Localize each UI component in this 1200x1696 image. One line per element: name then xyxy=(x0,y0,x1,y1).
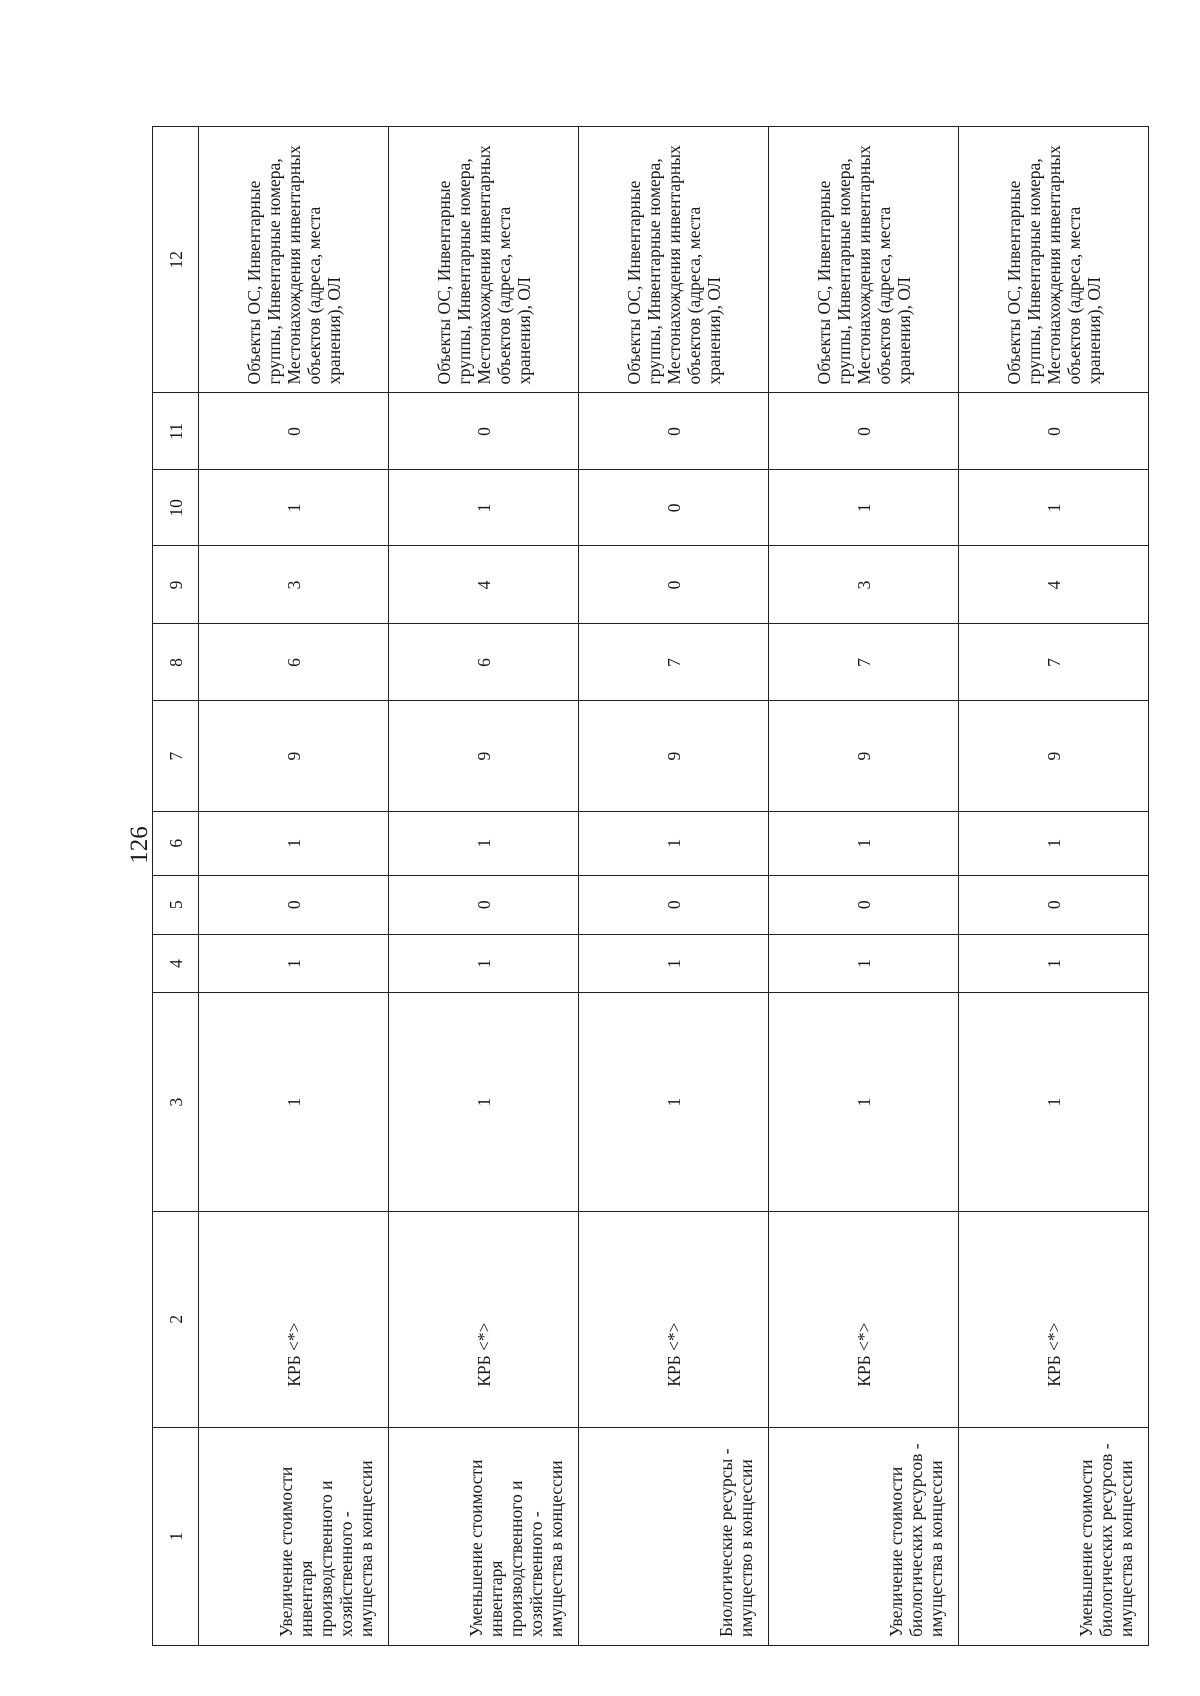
value-cell xyxy=(199,393,389,470)
table-row xyxy=(389,127,579,1646)
cell-text-c9: 3 xyxy=(853,580,874,590)
column-header: 1 xyxy=(153,1427,199,1645)
cell-text-c10: 1 xyxy=(1043,503,1064,513)
cell-text-c11: 0 xyxy=(283,427,304,436)
value-cell xyxy=(959,875,1149,934)
cell-text-c1: Уменьшение стоимости инвентаря производственного и хозяйственного - имущества в концессии xyxy=(466,1459,566,1637)
cell-text-c3: 1 xyxy=(473,1097,494,1107)
cell-text-c12: Объекты ОС, Инвентарные группы, Инвентарные номера, Местонахождения инвентарных объектов (адреса, места хранения), ОЛ xyxy=(433,145,534,385)
column-header: 8 xyxy=(153,624,199,701)
value-cell xyxy=(769,393,959,470)
value-cell xyxy=(199,875,389,934)
cell-text-c8: 7 xyxy=(663,658,684,667)
cell-text-c4: 1 xyxy=(1043,959,1064,968)
cell-text-c7: 9 xyxy=(1043,751,1064,761)
analytics-cell xyxy=(389,127,579,393)
cell-text-c1: Уменьшение стоимости биологических ресурсов - имущества в концессии xyxy=(1076,1443,1136,1637)
value-cell xyxy=(579,701,769,811)
account-name-cell xyxy=(199,1427,389,1645)
value-cell xyxy=(959,934,1149,993)
cell-text-c3: 1 xyxy=(1043,1097,1064,1107)
value-cell xyxy=(579,624,769,701)
cell-text-c6: 1 xyxy=(473,838,494,848)
cell-text-c5: 0 xyxy=(853,900,874,910)
value-cell xyxy=(769,875,959,934)
cell-text-c12: Объекты ОС, Инвентарные группы, Инвентарные номера, Местонахождения инвентарных объектов (адреса, места хранения), ОЛ xyxy=(1003,145,1104,385)
column-header: 4 xyxy=(153,934,199,993)
cell-text-c4: 1 xyxy=(853,959,874,968)
page-number: 126 xyxy=(126,826,153,864)
table-row xyxy=(579,127,769,1646)
kfo-cell xyxy=(579,1211,769,1427)
kfo-cell xyxy=(389,1211,579,1427)
value-cell xyxy=(959,393,1149,470)
cell-text-c9: 3 xyxy=(283,580,304,590)
value-cell xyxy=(579,875,769,934)
account-name-cell xyxy=(579,1427,769,1645)
cell-text-c1: Увеличение стоимости инвентаря производственного и хозяйственного - имущества в концессии xyxy=(276,1460,376,1637)
value-cell xyxy=(959,993,1149,1211)
value-cell xyxy=(769,993,959,1211)
cell-text-c6: 1 xyxy=(853,838,874,848)
cell-text-c4: 1 xyxy=(283,959,304,968)
value-cell xyxy=(389,993,579,1211)
cell-text-c5: 0 xyxy=(663,900,684,910)
cell-text-c8: 6 xyxy=(283,658,304,667)
value-cell xyxy=(769,624,959,701)
cell-text-c5: 0 xyxy=(1043,900,1064,910)
value-cell xyxy=(769,470,959,546)
column-header: 10 xyxy=(153,470,199,546)
value-cell xyxy=(389,701,579,811)
value-cell xyxy=(769,934,959,993)
cell-text-c12: Объекты ОС, Инвентарные группы, Инвентарные номера, Местонахождения инвентарных объектов (адреса, места хранения), ОЛ xyxy=(623,145,724,385)
cell-text-c3: 1 xyxy=(853,1097,874,1107)
value-cell xyxy=(199,624,389,701)
value-cell xyxy=(389,875,579,934)
cell-text-c7: 9 xyxy=(853,751,874,761)
cell-text-c7: 9 xyxy=(473,751,494,761)
kfo-cell xyxy=(199,1211,389,1427)
column-header: 9 xyxy=(153,546,199,624)
value-cell xyxy=(959,701,1149,811)
value-cell xyxy=(389,470,579,546)
cell-text-c10: 1 xyxy=(473,503,494,513)
cell-text-c8: 6 xyxy=(473,658,494,667)
cell-text-c2: КРБ <*> xyxy=(1043,1322,1064,1387)
cell-text-c2: КРБ <*> xyxy=(663,1322,684,1387)
analytics-cell xyxy=(199,127,389,393)
column-header: 7 xyxy=(153,701,199,811)
value-cell xyxy=(199,993,389,1211)
account-table xyxy=(152,126,1149,1646)
cell-text-c10: 1 xyxy=(283,503,304,513)
account-name-cell xyxy=(389,1427,579,1645)
cell-text-c12: Объекты ОС, Инвентарные группы, Инвентарные номера, Местонахождения инвентарных объектов (адреса, места хранения), ОЛ xyxy=(243,145,344,385)
rotated-table-frame xyxy=(152,126,1136,1646)
value-cell xyxy=(769,546,959,624)
column-header: 2 xyxy=(153,1211,199,1427)
header-row xyxy=(153,127,199,1646)
column-header: 6 xyxy=(153,811,199,875)
cell-text-c9: 4 xyxy=(473,580,494,590)
cell-text-c11: 0 xyxy=(663,427,684,436)
value-cell xyxy=(579,811,769,875)
cell-text-c2: КРБ <*> xyxy=(283,1322,304,1387)
cell-text-c11: 0 xyxy=(473,427,494,436)
value-cell xyxy=(389,811,579,875)
cell-text-c11: 0 xyxy=(853,427,874,436)
cell-text-c11: 0 xyxy=(1043,427,1064,436)
value-cell xyxy=(389,934,579,993)
cell-text-c6: 1 xyxy=(1043,838,1064,848)
cell-text-c7: 9 xyxy=(283,751,304,761)
cell-text-c8: 7 xyxy=(1043,658,1064,667)
value-cell xyxy=(389,393,579,470)
value-cell xyxy=(769,811,959,875)
cell-text-c3: 1 xyxy=(283,1097,304,1107)
value-cell xyxy=(199,811,389,875)
value-cell xyxy=(769,701,959,811)
cell-text-c5: 0 xyxy=(283,900,304,910)
cell-text-c2: КРБ <*> xyxy=(473,1322,494,1387)
account-table-container xyxy=(152,126,1136,1646)
cell-text-c7: 9 xyxy=(663,751,684,761)
cell-text-c2: КРБ <*> xyxy=(853,1322,874,1387)
value-cell xyxy=(579,934,769,993)
cell-text-c9: 4 xyxy=(1043,580,1064,590)
analytics-cell xyxy=(579,127,769,393)
cell-text-c5: 0 xyxy=(473,900,494,910)
cell-text-c10: 1 xyxy=(853,503,874,513)
value-cell xyxy=(579,546,769,624)
cell-text-c6: 1 xyxy=(283,838,304,848)
value-cell xyxy=(579,393,769,470)
cell-text-c10: 0 xyxy=(663,503,684,513)
cell-text-c4: 1 xyxy=(663,959,684,968)
value-cell xyxy=(959,811,1149,875)
analytics-cell xyxy=(769,127,959,393)
table-row xyxy=(959,127,1149,1646)
value-cell xyxy=(389,624,579,701)
column-header: 11 xyxy=(153,393,199,470)
cell-text-c9: 0 xyxy=(663,580,684,590)
cell-text-c6: 1 xyxy=(663,838,684,848)
table-row xyxy=(769,127,959,1646)
cell-text-c3: 1 xyxy=(663,1097,684,1107)
table-row xyxy=(199,127,389,1646)
value-cell xyxy=(199,470,389,546)
column-header: 5 xyxy=(153,875,199,934)
cell-text-c1: Биологические ресурсы - имущество в концессии xyxy=(716,1448,756,1637)
value-cell xyxy=(199,934,389,993)
value-cell xyxy=(579,993,769,1211)
cell-text-c8: 7 xyxy=(853,658,874,667)
value-cell xyxy=(389,546,579,624)
column-header: 3 xyxy=(153,993,199,1211)
kfo-cell xyxy=(769,1211,959,1427)
cell-text-c4: 1 xyxy=(473,959,494,968)
value-cell xyxy=(579,470,769,546)
value-cell xyxy=(199,701,389,811)
cell-text-c12: Объекты ОС, Инвентарные группы, Инвентарные номера, Местонахождения инвентарных объектов (адреса, места хранения), ОЛ xyxy=(813,145,914,385)
value-cell xyxy=(199,546,389,624)
value-cell xyxy=(959,624,1149,701)
analytics-cell xyxy=(959,127,1149,393)
column-header: 12 xyxy=(153,127,199,393)
value-cell xyxy=(959,470,1149,546)
value-cell xyxy=(959,546,1149,624)
account-name-cell xyxy=(769,1427,959,1645)
cell-text-c1: Увеличение стоимости биологических ресурсов - имущества в концессии xyxy=(886,1443,946,1637)
kfo-cell xyxy=(959,1211,1149,1427)
account-name-cell xyxy=(959,1427,1149,1645)
